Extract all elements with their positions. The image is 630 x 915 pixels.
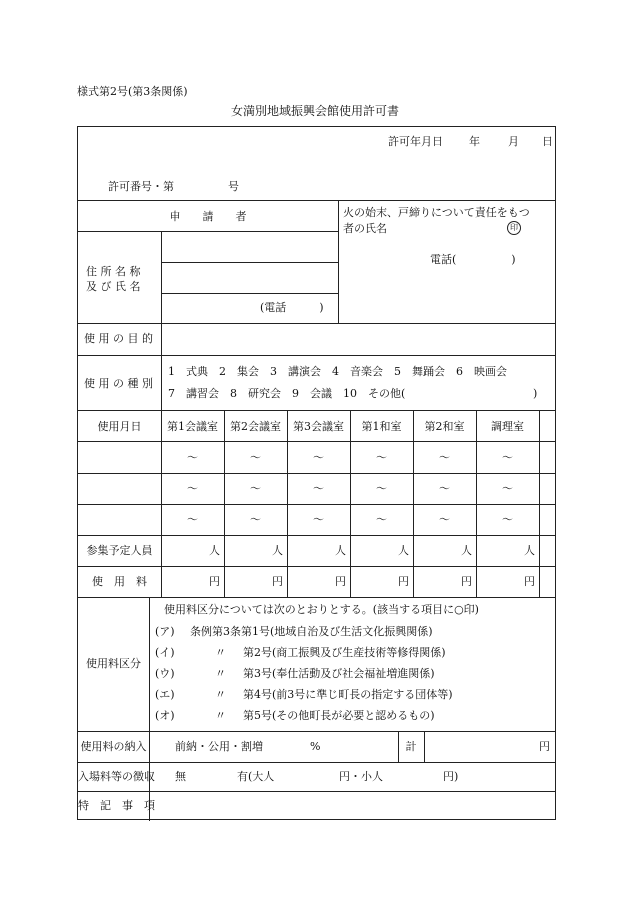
tilde-r2-c5: ～ [439,482,450,495]
payment-total-label: 計 [405,740,417,753]
use-type-options-1: 1 式典 2 集会 3 講演会 4 音楽会 5 舞踊会 6 映画会 [168,365,507,378]
admission-child: 円・小人 [339,770,383,783]
tilde-r3-c4: ～ [376,513,387,526]
fee-class-text-a: 条例第3条第1号(地域自治及び生活文化振興関係) [190,625,433,638]
room-header-5: 第2和室 [424,420,465,433]
fee-class-ditto-e: 〃 [215,688,226,701]
fee-class-text-o: 第5号(その他町長が必要と認めるもの) [243,709,435,722]
tilde-r3-c2: ～ [250,513,261,526]
permit-year-label: 年 [469,135,480,148]
permit-day-label: 日 [542,135,553,148]
address-name-label-1: 住 所 名 称 [86,265,141,278]
tilde-r1-c2: ～ [250,451,261,464]
permit-number-suffix: 号 [228,180,239,193]
seal-mark-icon: 印 [507,221,521,235]
payment-percent: % [310,740,321,753]
tilde-r2-c6: ～ [502,482,513,495]
use-type-label: 使 用 の 種 別 [84,377,153,390]
fee-unit-2: 円 [272,575,283,588]
fee-class-mark-a: (ア) [155,625,175,638]
room-header-1: 第1会議室 [167,420,218,433]
tilde-r2-c3: ～ [313,482,324,495]
payment-label: 使用料の納入 [80,740,147,753]
tilde-r2-c1: ～ [187,482,198,495]
room-header-6: 調理室 [491,420,524,433]
tilde-r2-c2: ～ [250,482,261,495]
use-date-header: 使用月日 [97,420,142,433]
form-code: 様式第2号(第3条関係) [77,85,188,98]
use-type-close: ) [533,387,538,400]
attendees-label: 参集予定人員 [86,544,153,557]
admission-close: 円) [443,770,459,783]
address-name-label-2: 及 び 氏 名 [86,280,141,293]
fee-class-mark-e: (エ) [155,688,175,701]
fire-responsible-line1: 火の始末、戸締りについて責任をもつ [343,206,530,219]
fee-class-text-i: 第2号(商工振興及び生産技術等修得関係) [243,646,446,659]
fee-class-ditto-u: 〃 [215,667,226,680]
remarks-label: 特 記 事 項 [78,799,155,812]
permit-form [77,126,556,820]
attendees-unit-3: 人 [335,544,346,557]
fee-class-ditto-i: 〃 [215,646,226,659]
tilde-r1-c4: ～ [376,451,387,464]
fee-class-mark-o: (オ) [155,709,175,722]
room-header-4: 第1和室 [361,420,402,433]
room-header-3: 第3会議室 [293,420,344,433]
fee-unit-3: 円 [335,575,346,588]
fee-class-intro: 使用料区分については次のとおりとする。(該当する項目に○印) [164,603,479,616]
permit-month-label: 月 [508,135,519,148]
applicant-phone: (電話 ) [260,301,324,314]
permit-number-label: 許可番号・第 [108,180,174,193]
fire-responsible-line2: 者の氏名 [343,222,387,235]
applicant-header: 申 請 者 [169,210,247,223]
fee-class-label: 使用料区分 [86,657,141,670]
fire-responsible-phone: 電話( ) [430,253,516,266]
fee-class-text-u: 第3号(奉仕活動及び社会福祉増進関係) [243,667,435,680]
tilde-r1-c5: ～ [439,451,450,464]
attendees-unit-2: 人 [272,544,283,557]
document-title: 女満別地域振興会館使用許可書 [230,104,399,118]
tilde-r3-c6: ～ [502,513,513,526]
tilde-r1-c3: ～ [313,451,324,464]
tilde-r3-c3: ～ [313,513,324,526]
use-type-options-2: 7 講習会 8 研究会 9 会議 10 その他( [168,387,406,400]
fee-class-text-e: 第4号(前3号に準じ町長の指定する団体等) [243,688,453,701]
attendees-unit-5: 人 [461,544,472,557]
fee-unit-6: 円 [524,575,535,588]
admission-adult: 有(大人 [237,770,275,783]
purpose-label: 使 用 の 目 的 [84,332,153,345]
fee-unit-5: 円 [461,575,472,588]
fee-unit-1: 円 [209,575,220,588]
tilde-r1-c1: ～ [187,451,198,464]
tilde-r1-c6: ～ [502,451,513,464]
attendees-unit-1: 人 [209,544,220,557]
admission-none: 無 [175,770,186,783]
payment-options: 前納・公用・割増 [175,740,263,753]
tilde-r2-c4: ～ [376,482,387,495]
fee-class-mark-i: (イ) [155,646,175,659]
permit-date-label: 許可年月日 [388,135,443,148]
fee-label: 使 用 料 [92,575,147,588]
fee-class-mark-u: (ウ) [155,667,175,680]
tilde-r3-c5: ～ [439,513,450,526]
attendees-unit-4: 人 [398,544,409,557]
attendees-unit-6: 人 [524,544,535,557]
room-header-2: 第2会議室 [230,420,281,433]
fee-class-ditto-o: 〃 [215,709,226,722]
payment-total-yen: 円 [539,740,550,753]
tilde-r3-c1: ～ [187,513,198,526]
fee-unit-4: 円 [398,575,409,588]
admission-label: 入場料等の徴収 [78,770,155,783]
